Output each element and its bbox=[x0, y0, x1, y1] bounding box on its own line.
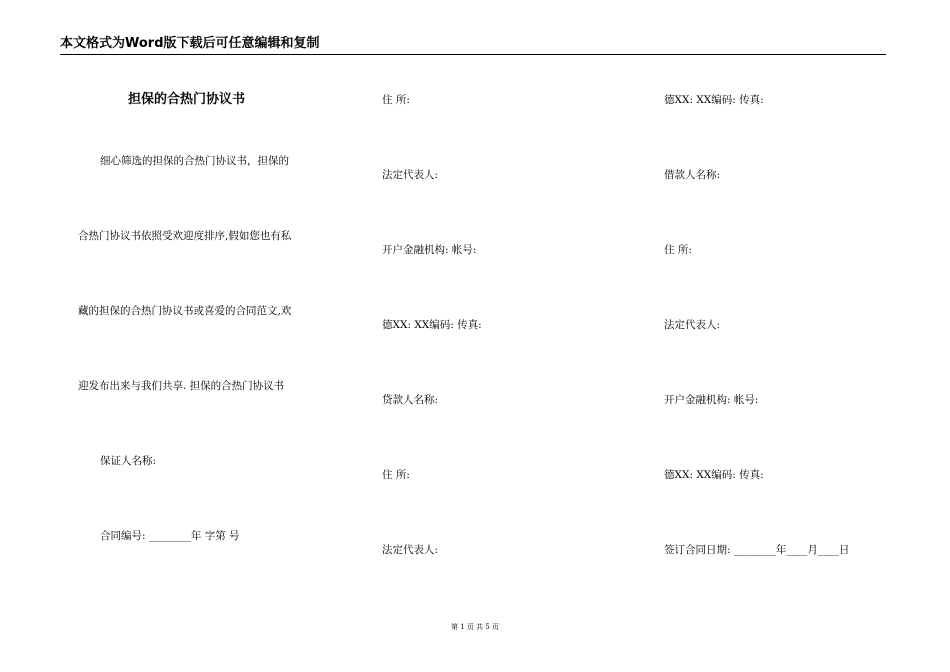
document-header: 本文格式为Word版下载后可任意编辑和复制 bbox=[60, 36, 886, 55]
contact-info-label-3: 德XX: XX编码: 传真: bbox=[664, 469, 764, 481]
contract-number-label: 合同编号: ________年 字第 号 bbox=[100, 530, 240, 542]
address-label-3: 住 所: bbox=[664, 244, 692, 256]
intro-line-3: 藏的担保的合热门协议书或喜爱的合同范文,欢 bbox=[78, 305, 292, 317]
lender-name-label: 贷款人名称: bbox=[382, 394, 439, 406]
legal-rep-label-1: 法定代表人: bbox=[382, 169, 439, 181]
guarantor-name-label: 保证人名称: bbox=[100, 455, 157, 467]
intro-line-2: 合热门协议书依照受欢迎度排序,假如您也有私 bbox=[78, 230, 292, 242]
legal-rep-label-3: 法定代表人: bbox=[664, 319, 721, 331]
intro-line-1: 细心筛选的担保的合热门协议书，担保的 bbox=[100, 155, 289, 167]
address-label-2: 住 所: bbox=[382, 469, 410, 481]
bank-account-label-2: 开户金融机构: 帐号: bbox=[664, 394, 759, 406]
document-title: 担保的合热门协议书 bbox=[128, 92, 246, 107]
contact-info-label-2: 德XX: XX编码: 传真: bbox=[664, 94, 764, 106]
borrower-name-label: 借款人名称: bbox=[664, 169, 721, 181]
intro-line-4: 迎发布出来与我们共享. 担保的合热门协议书 bbox=[78, 380, 285, 392]
signing-date-label: 签订合同日期: ________年____月____日 bbox=[664, 544, 850, 556]
page-number: 第 1 页 共 5 页 bbox=[450, 623, 500, 631]
legal-rep-label-2: 法定代表人: bbox=[382, 544, 439, 556]
contact-info-label-1: 德XX: XX编码: 传真: bbox=[382, 319, 482, 331]
bank-account-label-1: 开户金融机构: 帐号: bbox=[382, 244, 477, 256]
address-label-1: 住 所: bbox=[382, 94, 410, 106]
